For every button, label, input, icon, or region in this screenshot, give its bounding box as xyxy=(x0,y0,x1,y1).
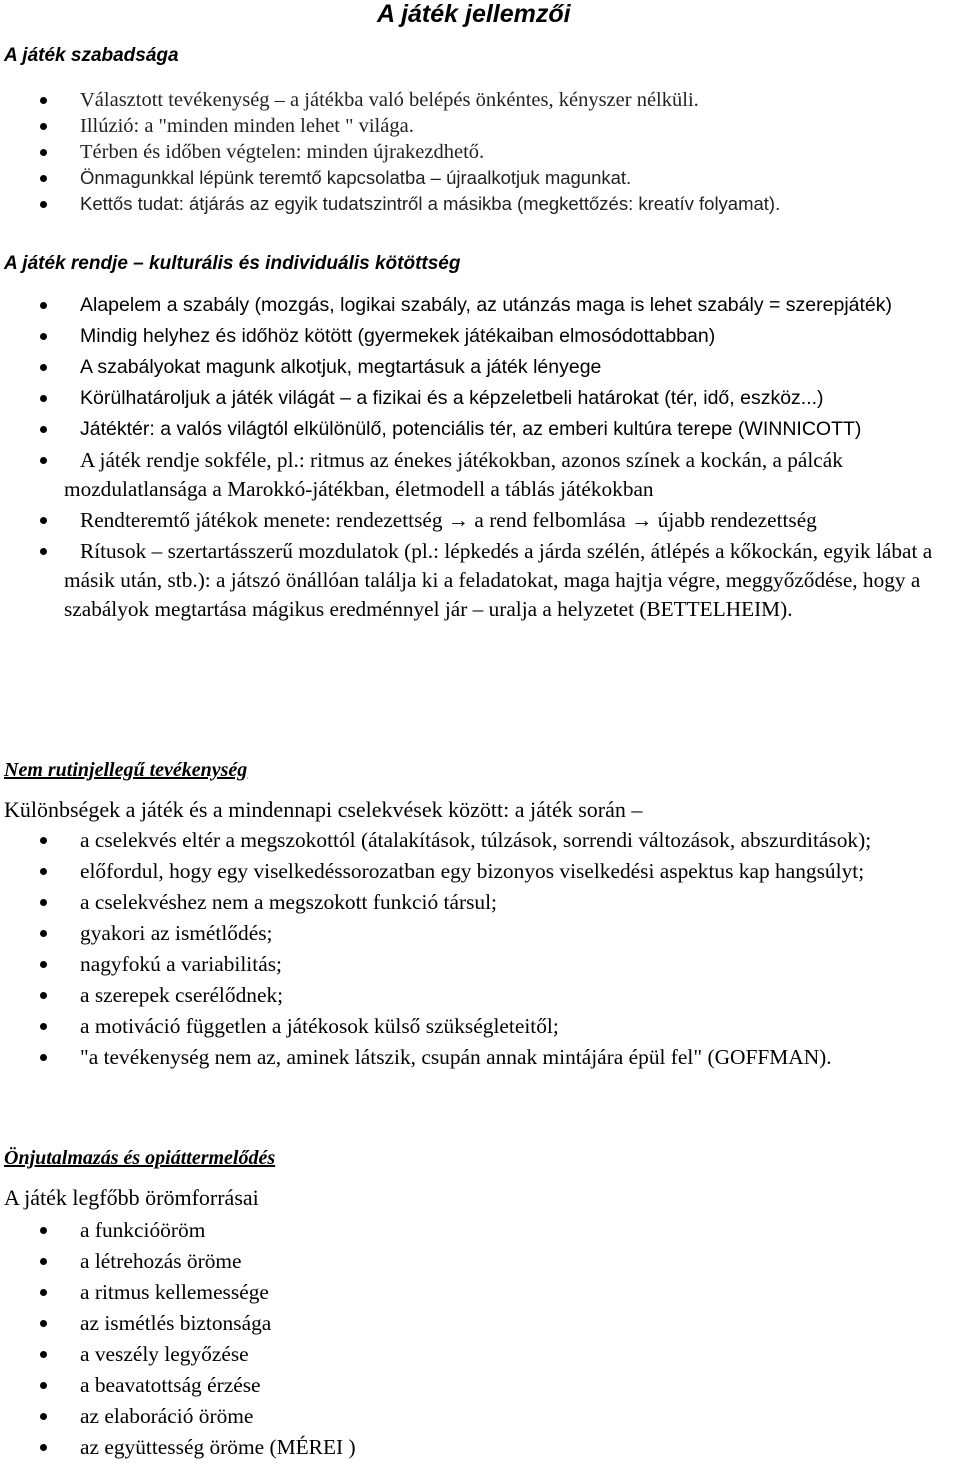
list-item: A játék rendje sokféle, pl.: ritmus az énekes játékokban, azonos színek a kockán, a pálcák mozdulatlansága a Marokkó-játékban, életmodell a táblás játékokban xyxy=(0,446,960,504)
list-item: Rítusok – szertartásszerű mozdulatok (pl.: lépkedés a járda szélén, átlépés a kőkockán, egyik lábat a másik után, stb.): a játszó önállóan találja ki a feladatokat, maga hajtja végre, meggyőződése, hogy a szabályok megtartása mágikus eredménnyel jár – uralja a helyzetet (BETTELHEIM). xyxy=(0,537,960,624)
section-heading-non-routine: Nem rutinjellegű tevékenység xyxy=(4,759,248,781)
list-item: Önmagunkkal lépünk teremtő kapcsolatba – újraalkotjuk magunkat. xyxy=(0,165,960,191)
list-item: Rendteremtő játékok menete: rendezettség → a rend felbomlása → újabb rendezettség xyxy=(0,506,960,535)
list-item: Térben és időben végtelen: minden újrakezdhető. xyxy=(0,139,960,165)
list-item: a létrehozás öröme xyxy=(0,1246,960,1277)
list-item: Illúzió: a "minden minden lehet " világa. xyxy=(0,113,960,139)
freedom-list xyxy=(0,87,960,217)
section-intro: A játék legfőbb örömforrásai xyxy=(4,1185,259,1210)
list-item: az ismétlés biztonsága xyxy=(0,1308,960,1339)
page-title: A játék jellemzői xyxy=(377,0,571,28)
list-item: Kettős tudat: átjárás az egyik tudatszintről a másikba (megkettőzés: kreatív folyamat). xyxy=(0,191,960,217)
list-item: a beavatottság érzése xyxy=(0,1370,960,1401)
list-item: az együttesség öröme (MÉREI ) xyxy=(0,1432,960,1463)
list-item: A szabályokat magunk alkotjuk, megtartásuk a játék lényege xyxy=(0,353,960,382)
list-item: a cselekvéshez nem a megszokott funkció társul; xyxy=(0,888,960,917)
list-item: a szerepek cserélődnek; xyxy=(0,981,960,1010)
list-item: a motiváció független a játékosok külső szükségleteitől; xyxy=(0,1012,960,1041)
order-list xyxy=(0,291,960,626)
list-item: Körülhatároljuk a játék világát – a fizikai és a képzeletbeli határokat (tér, idő, eszköz...) xyxy=(0,384,960,413)
list-item: gyakori az ismétlődés; xyxy=(0,919,960,948)
list-item: a veszély legyőzése xyxy=(0,1339,960,1370)
section-intro: Különbségek a játék és a mindennapi cselekvések között: a játék során – xyxy=(4,797,643,822)
list-item: Mindig helyhez és időhöz kötött (gyermekek játékaiban elmosódottabban) xyxy=(0,322,960,351)
list-item: a funkcióöröm xyxy=(0,1215,960,1246)
non-routine-list xyxy=(0,826,960,1074)
list-item: Alapelem a szabály (mozgás, logikai szabály, az utánzás maga is lehet szabály = szerepjáték) xyxy=(0,291,960,320)
section-heading-freedom: A játék szabadsága xyxy=(4,45,179,66)
list-item: a cselekvés eltér a megszokottól (átalakítások, túlzások, sorrendi változások, abszurditások); xyxy=(0,826,960,855)
list-item: Választott tevékenység – a játékba való belépés önkéntes, kényszer nélküli. xyxy=(0,87,960,113)
joy-sources-list xyxy=(0,1215,960,1463)
list-item: előfordul, hogy egy viselkedéssorozatban egy bizonyos viselkedési aspektus kap hangsúlyt; xyxy=(0,857,960,886)
section-heading-order: A játék rendje – kulturális és individuális kötöttség xyxy=(4,253,461,274)
list-item: az elaboráció öröme xyxy=(0,1401,960,1432)
list-item: a ritmus kellemessége xyxy=(0,1277,960,1308)
list-item: Játéktér: a valós világtól elkülönülő, potenciális tér, az emberi kultúra terepe (WINNICOTT) xyxy=(0,415,960,444)
list-item: "a tevékenység nem az, aminek látszik, csupán annak mintájára épül fel" (GOFFMAN). xyxy=(0,1043,960,1072)
list-item: nagyfokú a variabilitás; xyxy=(0,950,960,979)
section-heading-self-reward: Önjutalmazás és opiáttermelődés xyxy=(4,1147,276,1169)
